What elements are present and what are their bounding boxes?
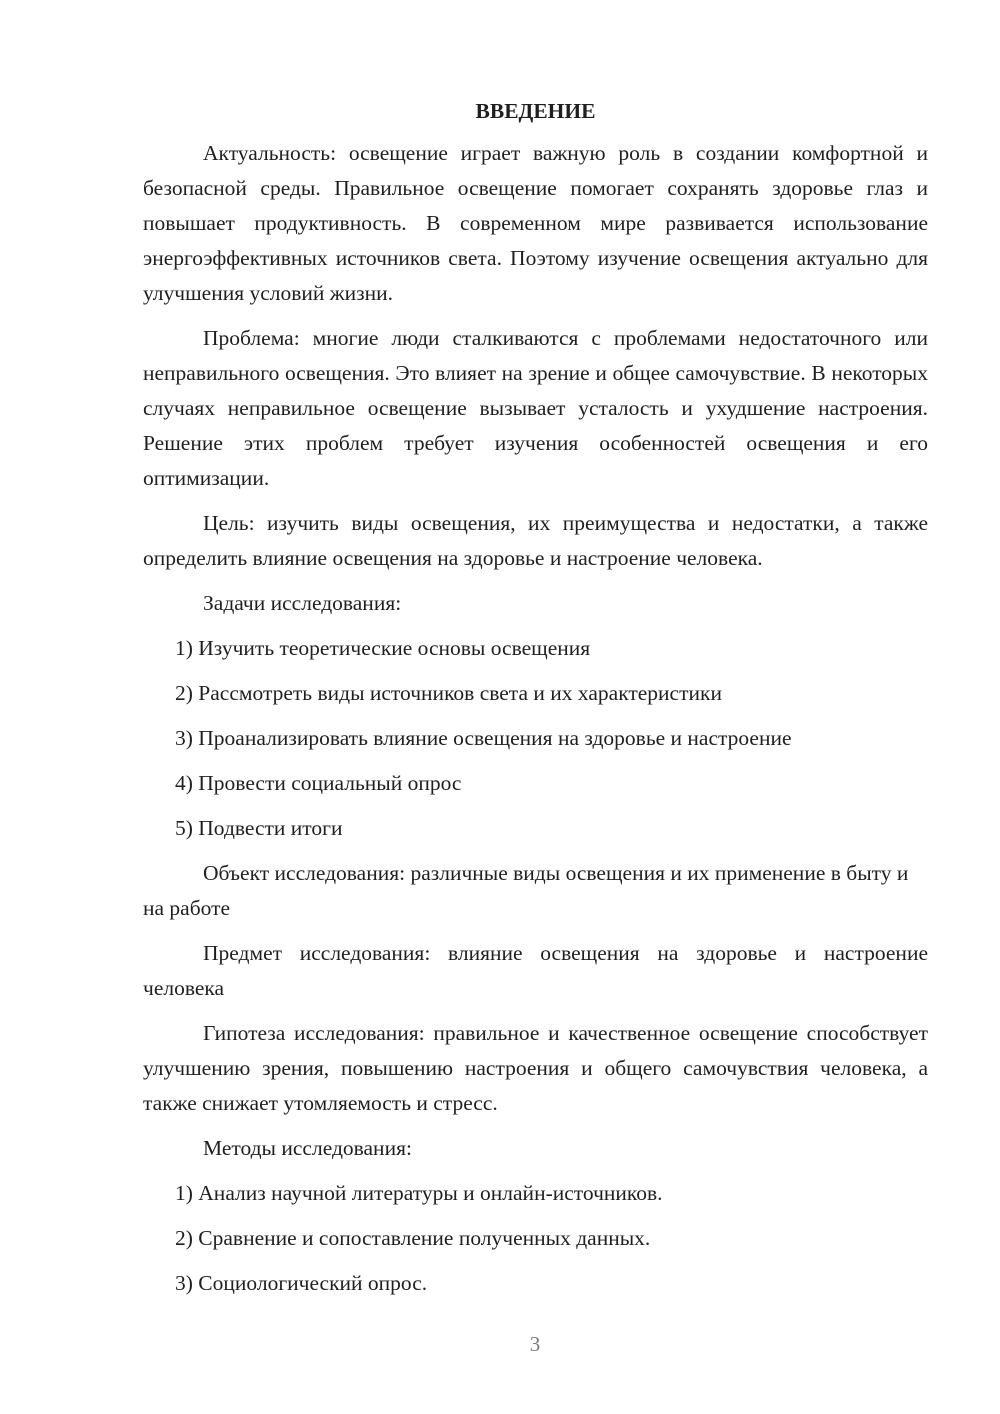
task-item: 2) Рассмотреть виды источников света и их характеристики [175, 681, 722, 705]
task-item: 5) Подвести итоги [175, 816, 343, 840]
method-item: 1) Анализ научной литературы и онлайн-источников. [175, 1181, 663, 1205]
subject-paragraph: Предмет исследования: влияние освещения на здоровье и настроение человека [143, 941, 928, 1000]
tasks-heading: Задачи исследования: [203, 591, 402, 615]
page-number: 3 [529, 1332, 541, 1356]
methods-heading: Методы исследования: [203, 1136, 412, 1160]
task-item: 4) Провести социальный опрос [175, 771, 462, 795]
problem-paragraph: Проблема: многие люди сталкиваются с проблемами недостаточного или неправильного освещения. Это влияет на зрение и общее самочувствие. В некоторых случаях неправильное освещение вызывает усталость и ухудшение настроения. Решение этих проблем требует изучения особенностей освещения и его оптимизации. [143, 326, 928, 490]
task-item: 1) Изучить теоретические основы освещения [175, 636, 591, 660]
task-item: 3) Проанализировать влияние освещения на здоровье и настроение [175, 726, 792, 750]
object-paragraph: Объект исследования: различные виды освещения и их применение в быту и на работе [143, 861, 909, 920]
method-item: 2) Сравнение и сопоставление полученных данных. [175, 1226, 651, 1250]
page-content [143, 96, 928, 1311]
goal-paragraph: Цель: изучить виды освещения, их преимущества и недостатки, а также определить влияние освещения на здоровье и настроение человека. [143, 511, 928, 570]
hypothesis-paragraph: Гипотеза исследования: правильное и качественное освещение способствует улучшению зрения, повышению настроения и общего самочувствия человека, а также снижает утомляемость и стресс. [143, 1021, 928, 1115]
method-item: 3) Социологический опрос. [175, 1271, 428, 1295]
relevance-paragraph: Актуальность: освещение играет важную роль в создании комфортной и безопасной среды. Правильное освещение помогает сохранять здоровье глаз и повышает продуктивность. В современном мире развивается использование энергоэффективных источников света. Поэтому изучение освещения актуально для улучшения условий жизни. [143, 141, 928, 305]
page-title: ВВЕДЕНИЕ [475, 99, 596, 123]
methods-list [143, 1176, 928, 1301]
tasks-list [143, 631, 928, 846]
